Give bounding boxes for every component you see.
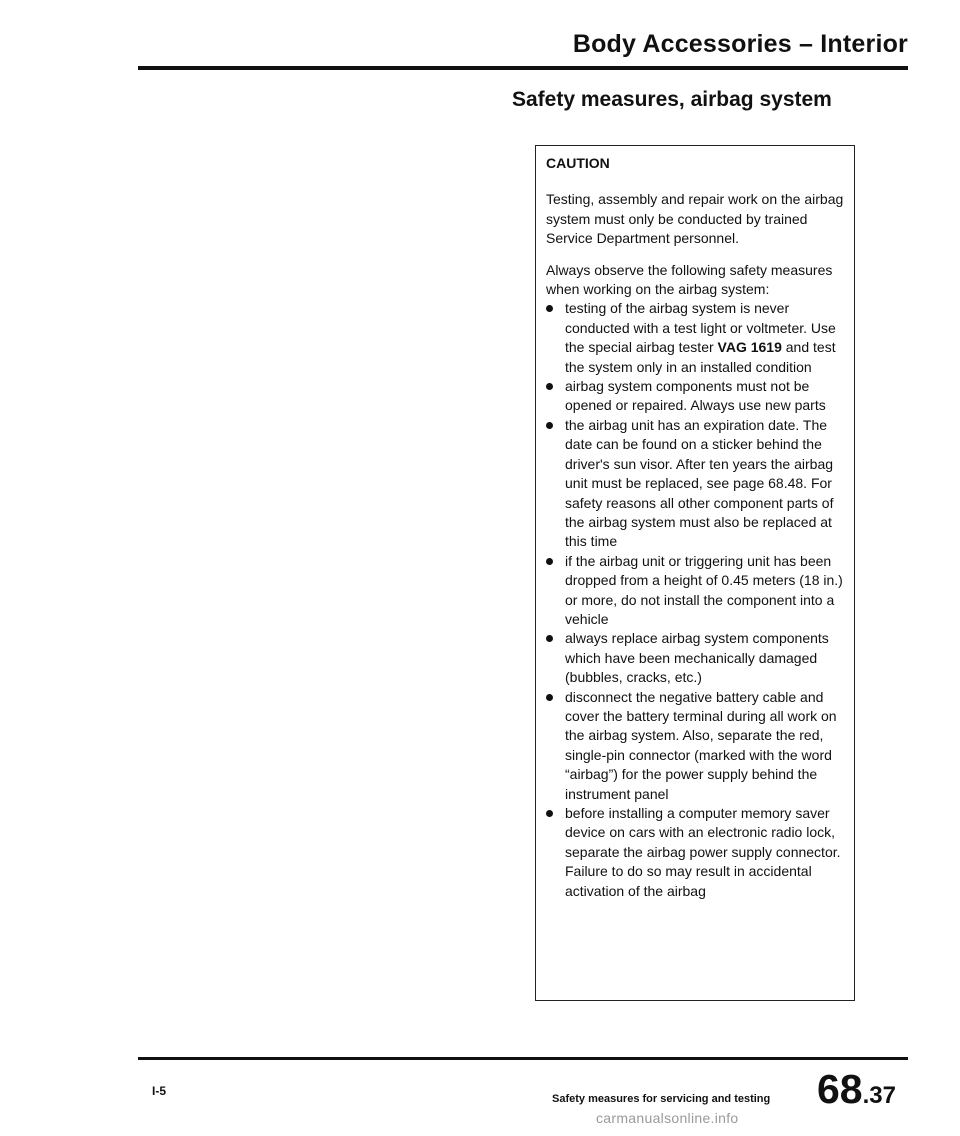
safety-measures-list: [546, 299, 844, 901]
footer-section-code: I-5: [152, 1084, 167, 1098]
footer-divider: [138, 1057, 908, 1060]
list-item-text: if the airbag unit or triggering unit has been dropped from a height of 0.45 meters (18 in.) or more, do not install the component into a vehicle: [565, 552, 843, 627]
list-item-text: disconnect the negative battery cable and cover the battery terminal during all work on the airbag system. Also, separate the red, single-pin connector (marked with the word “airbag”) for the power supply behind the instrument panel: [565, 688, 837, 802]
header-divider: [138, 66, 908, 70]
footer-caption: Safety measures for servicing and testing: [552, 1093, 771, 1105]
list-item-text: always replace airbag system components which have been mechanically damaged (bubbles, cracks, etc.): [565, 630, 829, 686]
page-header-title: Body Accessories – Interior: [572, 30, 908, 58]
page-number: [817, 1066, 896, 1113]
list-item-text: testing of the airbag system is never conducted with a test light or voltmeter. Use the special airbag tester: [565, 300, 836, 356]
caution-box: [535, 145, 855, 1001]
list-item: [546, 299, 844, 377]
page-number-minor: 37: [869, 1082, 896, 1109]
list-item-text: airbag system components must not be opened or repaired. Always use new parts: [565, 378, 826, 414]
caution-heading: CAUTION: [546, 155, 610, 171]
tester-code: VAG 1619: [717, 339, 782, 356]
page-number-separator: .: [862, 1082, 870, 1109]
page-number-major: 68: [817, 1066, 863, 1112]
list-item: [546, 804, 844, 901]
caution-paragraph-2: Always observe the following safety measures when working on the airbag system:: [546, 261, 833, 298]
list-item-text: the airbag unit has an expiration date. The date can be found on a sticker behind the driver's sun visor. After ten years the airbag unit must be replaced, see page 68.48. For safety reasons all other component parts of the airbag system must also be replaced at this time: [565, 416, 834, 550]
list-item: [546, 377, 844, 416]
list-item: [546, 688, 844, 804]
section-title: Safety measures, airbag system: [512, 88, 832, 111]
list-item: [546, 629, 844, 687]
list-item-text: and test the system only in an installed condition: [565, 339, 836, 375]
list-item: [546, 416, 844, 552]
caution-paragraph-1: Testing, assembly and repair work on the airbag system must only be conducted by trained Service Department personnel.: [546, 191, 844, 247]
list-item: [546, 552, 844, 630]
list-item-text: before installing a computer memory saver device on cars with an electronic radio lock, separate the airbag power supply connector. Failure to do so may result in accidental activation of the airbag: [565, 805, 841, 899]
watermark: carmanualsonline.info: [596, 1110, 739, 1126]
